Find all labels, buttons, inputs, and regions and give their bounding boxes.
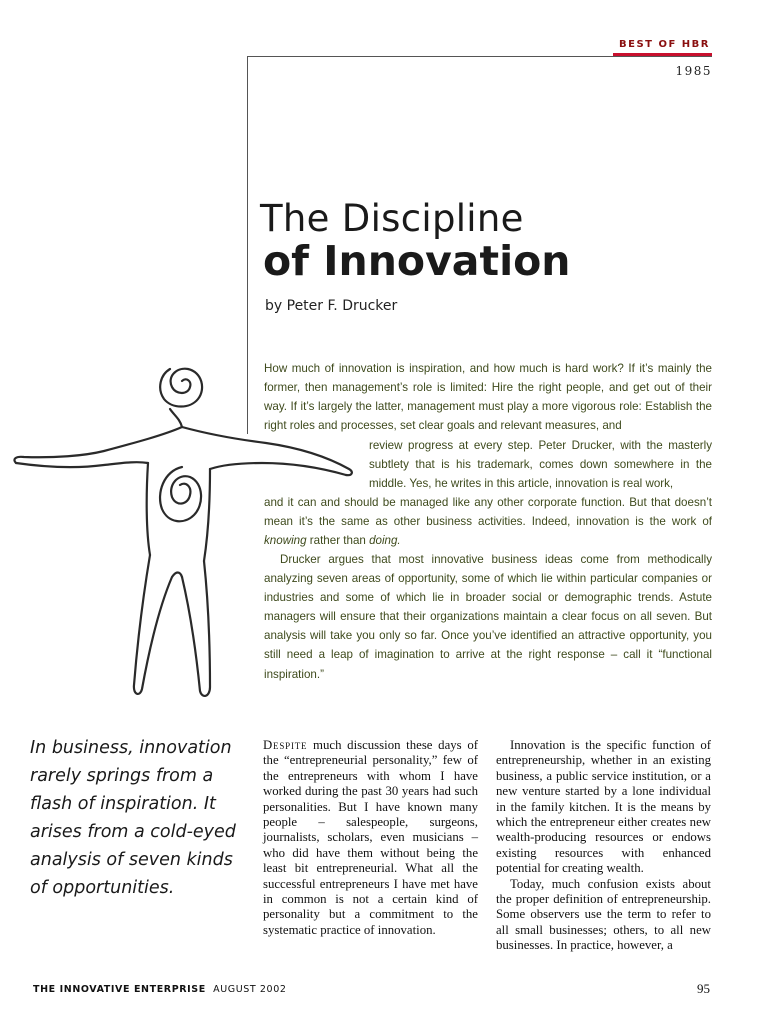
pull-quote: In business, innovation rarely springs from a flash of inspiration. It arises from a cold-eyed analysis of seven kinds of opportunities.	[30, 738, 236, 898]
footer-publication	[33, 984, 287, 995]
section-label: BEST OF HBR	[619, 39, 710, 50]
dek-paragraph-part1: How much of innovation is inspiration, and how much is hard work? If it’s mainly the former, then management’s role is limited: Hire the right people, and get out of their way. If it’s largely the latter, management must play a more vigorous role: Establish the right roles and processes, set clear goals and relevant measures, and	[264, 362, 712, 433]
article-title-line2: of Innovation	[263, 237, 571, 285]
footer-publication-name: THE INNOVATIVE ENTERPRISE	[33, 984, 206, 995]
dek-paragraph-part2: review progress at every step. Peter Drucker, with the masterly subtlety that is his trademark, comes down somewhere in the middle. Yes, he writes in this article, innovation is real work,	[369, 439, 712, 491]
body-paragraph: Innovation is the specific function of entrepreneurship, whether in an existing business, a public service institution, or a new venture started by a lone individual in the family kitchen. It is the means by which the entrepreneur either creates new wealth-producing resources or endows existing resources with enhanced potential for creating wealth.	[496, 738, 711, 876]
body-paragraph: Today, much confusion exists about the proper definition of entrepreneurship. Some observers use the term to refer to all small businesses; others, to all new businesses. In practice, however, a	[496, 876, 711, 953]
article-title-line1: The Discipline	[260, 197, 524, 240]
footer-date: AUGUST 2002	[213, 984, 287, 995]
dek-text: rather than	[306, 534, 370, 548]
section-year: 1985	[675, 64, 712, 78]
dek-text: and it can and should be managed like any other corporate function. But that doesn’t mean it’s the same as other business activities. Indeed, innovation is the work of	[264, 496, 712, 529]
dek-paragraph-part3	[264, 493, 712, 550]
footer-page-number: 95	[697, 981, 710, 996]
dek-paragraph-2: Drucker argues that most innovative business ideas come from methodically analyzing seven areas of opportunity, some of which lie within particular companies or industries and some of which lie in broader social or demographic trends. Astute managers will ensure that their organizations maintain a clear focus on all seven. But analysis will take you only so far. Once you’ve identified an attractive opportunity, you still need a leap of imagination to arrive at the right response – call it “functional inspiration.”	[264, 553, 712, 681]
drop-lead-word: Despite	[263, 738, 308, 752]
body-text: much discussion these days of the “entrepreneurial personality,” few of the entrepreneurs with whom I have worked during the past 30 years had such personalities. But I have known many people – salespeople, surgeons, journalists, scholars, even musicians – who did have them without being the least bit entrepreneurial. What all the successful entrepreneurs I have met have in common is not a certain kind of personality but a commitment to the systematic practice of innovation.	[263, 738, 478, 937]
body-column-2	[496, 738, 711, 954]
dek-emphasis-knowing: knowing	[264, 534, 307, 548]
body-column-1	[263, 738, 478, 938]
article-byline: by Peter F. Drucker	[265, 298, 398, 314]
frame-top-rule	[247, 56, 712, 57]
dek-emphasis-doing: doing.	[369, 534, 401, 548]
